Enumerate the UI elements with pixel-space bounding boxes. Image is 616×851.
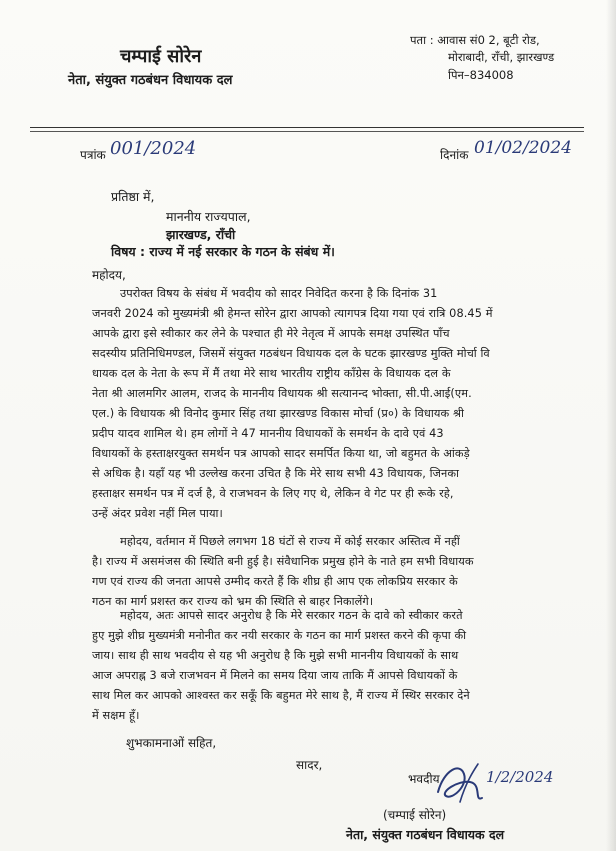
date-value: 01/02/2024 bbox=[474, 138, 572, 158]
signatory-designation: नेता, संयुक्त गठबंधन विधायक दल bbox=[346, 827, 505, 842]
body-line: उपरोक्त विषय के संबंध में भवदीय को सादर निवेदित करना है कि दिनांक 31 bbox=[120, 287, 438, 300]
closing-yours: भवदीय, bbox=[408, 772, 444, 786]
body-line: महोदय, वर्तमान में पिछले लगभग 18 घंटों से राज्य में कोई सरकार अस्तित्व में नहीं bbox=[120, 535, 460, 548]
salutation: महोदय, bbox=[92, 268, 126, 282]
closing-respect: सादर, bbox=[296, 758, 323, 772]
address-line-2: मोराबादी, राँची, झारखण्ड bbox=[448, 50, 555, 64]
date-label: दिनांक bbox=[440, 148, 469, 162]
body-line: जनवरी 2024 को मुख्यमंत्री श्री हेमन्त सोरेन द्वारा आपको त्यागपत्र दिया गया एवं रात्रि 08.45 में bbox=[92, 307, 493, 320]
body-line: आपके द्वारा इसे स्वीकार कर लेने के पश्चात ही मेरे नेतृत्व में आपके समक्ष उपस्थित पाँच bbox=[92, 327, 450, 340]
body-line: से अधिक है। यहाँ यह भी उल्लेख करना उचित है कि मेरे साथ सभी 43 विधायक, जिनका bbox=[92, 467, 460, 480]
letterhead-divider bbox=[30, 127, 584, 128]
recipient-line-1: प्रतिष्ठा में, bbox=[111, 189, 155, 204]
body-line: प्रदीप यादव शामिल थे। हम लोगों ने 47 माननीय विधायकों के समर्थन के दावे एवं 43 bbox=[92, 427, 444, 440]
letterhead-divider-thin bbox=[30, 131, 584, 132]
body-line: एल.) के विधायक श्री विनोद कुमार सिंह तथा झारखण्ड विकास मोर्चा (प्र०) के विधायक श्री bbox=[92, 407, 465, 420]
body-line: गठन का मार्ग प्रशस्त कर राज्य को भ्रम की स्थिति से बाहर निकालेंगे। bbox=[92, 595, 374, 608]
body-line: में सक्षम हूँ। bbox=[92, 709, 140, 722]
body-line: सदस्यीय प्रतिनिधिमण्डल, जिसमें संयुक्त गठबंधन विधायक दल के घटक झारखण्ड मुक्ति मोर्चा वि bbox=[92, 347, 490, 360]
recipient-line-3: झारखण्ड, राँची bbox=[166, 227, 236, 242]
body-line: नेता श्री आलमगिर आलम, राजद के माननीय विधायक श्री सत्यानन्द भोक्ता, सी.पी.आई(एम. bbox=[92, 387, 472, 400]
recipient-line-2: माननीय राज्यपाल, bbox=[166, 209, 251, 224]
signature-date: 1/2/2024 bbox=[486, 768, 554, 786]
body-line: जाय। साथ ही साथ भवदीय से यह भी अनुरोध है कि मुझे सभी माननीय विधायकों के साथ bbox=[92, 649, 459, 662]
handwritten-signature bbox=[430, 752, 554, 810]
body-line: धायक दल के नेता के रूप में मैं तथा मेरे साथ भारतीय राष्ट्रीय कॉंग्रेस के विधायक दल के bbox=[92, 367, 451, 380]
body-line: हुए मुझे शीघ्र मुख्यमंत्री मनोनीत कर नयी सरकार के गठन का मार्ग प्रशस्त करने की कृपा की bbox=[92, 629, 467, 642]
signatory-name: (चम्पाई सोरेन) bbox=[383, 808, 447, 822]
address-line-1: पता : आवास सं0 2, बूटी रोड, bbox=[410, 33, 540, 47]
subject-line: विषय : राज्य में नई सरकार के गठन के संबंध में। bbox=[111, 244, 335, 259]
reference-label: पत्रांक bbox=[80, 148, 106, 162]
body-line: उन्हें अंदर प्रवेश नहीं मिल पाया। bbox=[92, 507, 223, 520]
sender-designation: नेता, संयुक्त गठबंधन विधायक दल bbox=[68, 73, 233, 88]
body-line: महोदय, अतः आपसे सादर अनुरोध है कि मेरे सरकार गठन के दावे को स्वीकार करते bbox=[120, 609, 463, 622]
body-line: गण एवं राज्य की जनता आपसे उम्मीद करते हैं कि शीघ्र ही आप एक लोकप्रिय सरकार के bbox=[92, 575, 458, 588]
body-line: है। राज्य में असमंजस की स्थिति बनी हुई है। संवैधानिक प्रमुख होने के नाते हम सभी विधायक bbox=[92, 555, 474, 568]
reference-number: 001/2024 bbox=[110, 138, 197, 159]
sender-name: चम्पाई सोरेन bbox=[120, 46, 202, 67]
closing-wishes: शुभकामनाओं सहित, bbox=[126, 736, 217, 750]
body-line: साथ मिल कर आपको आश्वस्त कर सकूँ कि बहुमत मेरे साथ है, मैं राज्य में स्थिर सरकार देने bbox=[92, 689, 470, 702]
body-line: आज अपराह्न 3 बजे राजभवन में मिलने का समय दिया जाय ताकि मैं आपसे विधायकों के bbox=[92, 669, 458, 682]
address-line-3: पिन–834008 bbox=[448, 68, 514, 82]
body-line: विधायकों के हस्ताक्षरयुक्त समर्थन पत्र आपको सादर समर्पित किया था, जो बहुमत के आंकड़े bbox=[92, 447, 470, 460]
page-edge-shadow bbox=[606, 0, 616, 851]
body-line: हस्ताक्षर समर्थन पत्र में दर्ज है, वे राजभवन के लिए गए थे, लेकिन वे गेट पर ही रूके रहे, bbox=[92, 487, 454, 500]
